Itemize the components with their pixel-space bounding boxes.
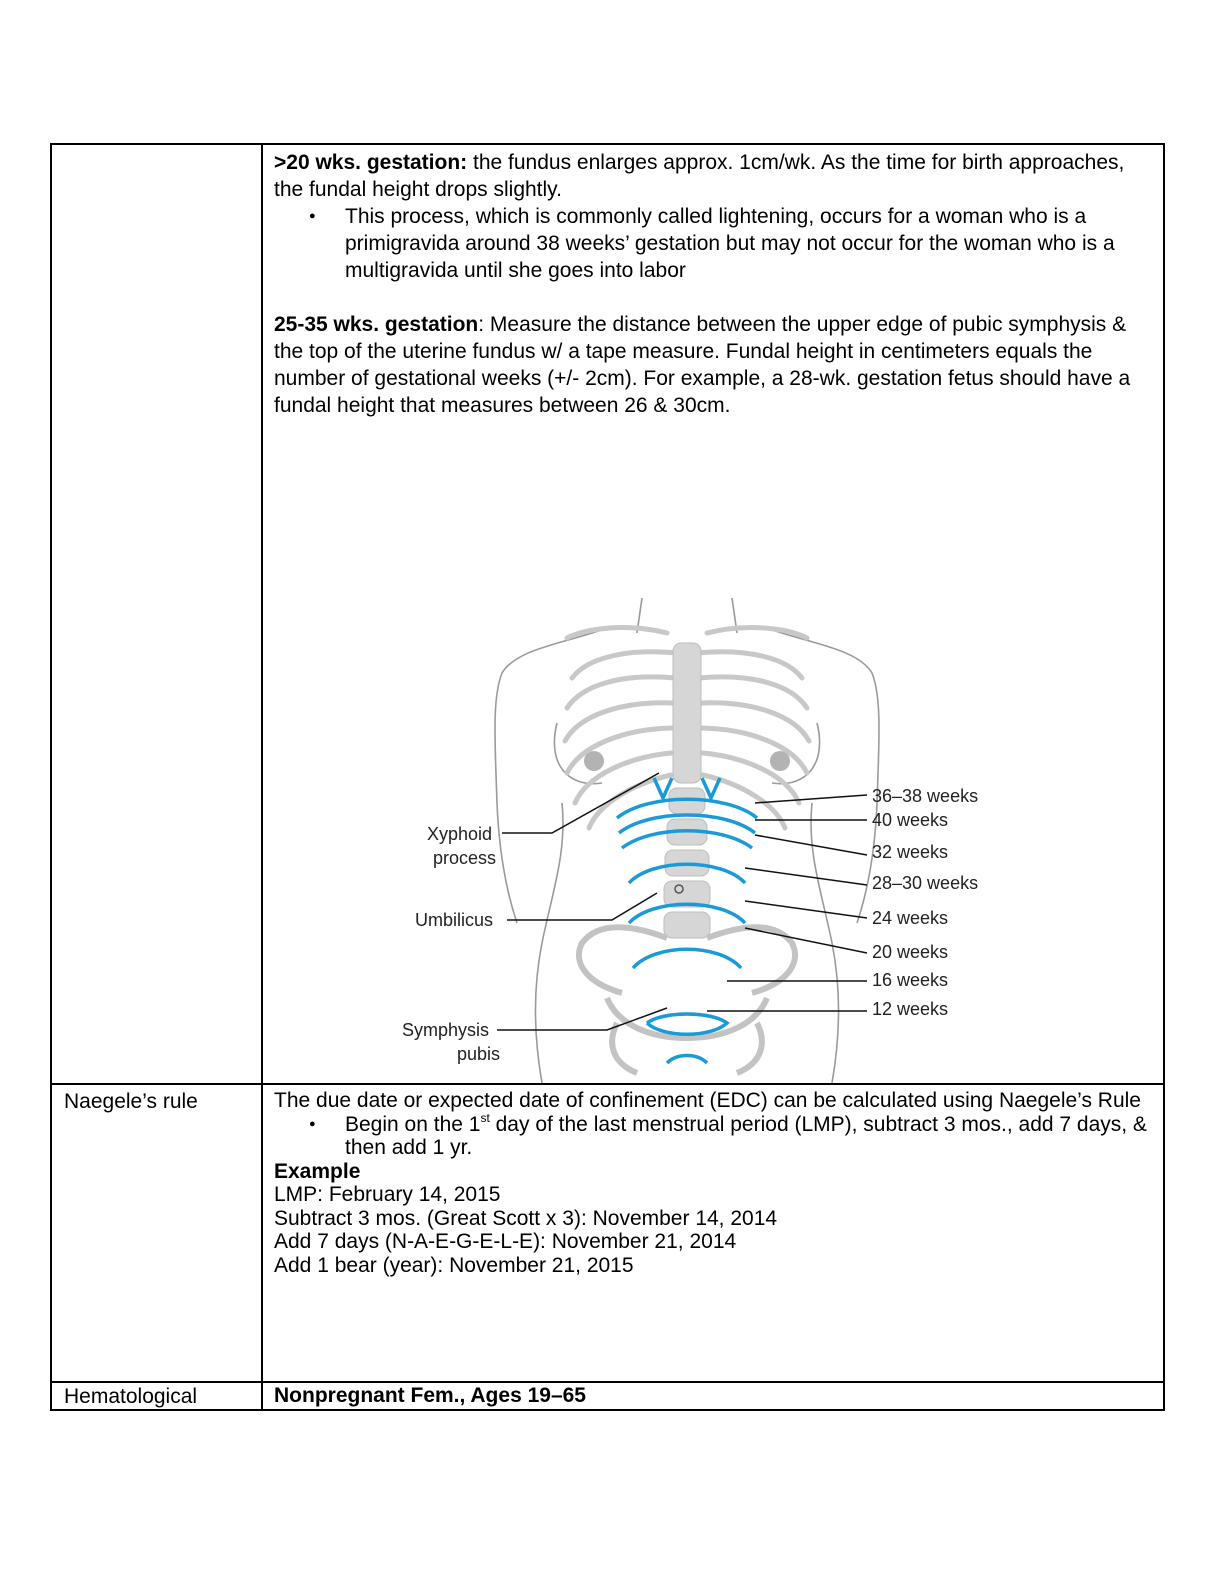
example-title: Example — [274, 1159, 361, 1183]
paragraph-text: : Measure the distance between the upper edge of pubic symphysis & the top of the uterine fundus w/ a tape measure. Fundal height in centimeters equals the number of gestational weeks (+/- 2cm). For example, a 28-wk. gestation fetus should have a fundal height that measures between 26 & 30cm. — [274, 313, 1131, 417]
label-cell-empty — [51, 144, 262, 1084]
label-xyphoid: Xyphoid — [427, 824, 493, 844]
example-line: Add 7 days (N-A-E-G-E-L-E): November 21, 2014 — [274, 1230, 737, 1253]
bullet-item-lmp: ● Begin on the 1st day of the last menstrual period (LMP), subtract 3 mos., add 7 days, & then add 1 yr. — [345, 1113, 1153, 1160]
content-cell-naegele — [262, 1084, 1164, 1382]
label-week: 40 weeks — [872, 810, 949, 830]
label-week: 20 weeks — [872, 942, 949, 962]
label-umbilicus: Umbilicus — [415, 910, 494, 930]
table-row — [51, 1084, 1164, 1382]
paragraph-text: the fundus enlarges approx. 1cm/wk. As the time for birth approaches, the fundal height drops slightly. — [274, 151, 1125, 201]
row-label-hematological: Hematological — [64, 1385, 198, 1408]
naegele-intro: The due date or expected date of confinement (EDC) can be calculated using Naegele’s Rule — [274, 1089, 1141, 1112]
bold-lead: >20 wks. gestation: — [274, 151, 468, 174]
content-cell-hematological — [262, 1382, 1164, 1410]
table-row — [51, 1382, 1164, 1410]
label-process: process — [433, 848, 497, 868]
label-cell — [51, 1382, 262, 1410]
paragraph-20-weeks — [274, 149, 1153, 203]
example-line: Add 1 bear (year): November 21, 2015 — [274, 1253, 634, 1277]
label-symphysis: Symphysis — [402, 1020, 490, 1040]
label-cell — [51, 1084, 262, 1382]
hematological-heading: Nonpregnant Fem., Ages 19–65 — [274, 1384, 586, 1407]
row-label-naegele: Naegele’s rule — [64, 1090, 198, 1113]
label-pubis: pubis — [457, 1044, 501, 1064]
example-line: LMP: February 14, 2015 — [274, 1183, 501, 1206]
label-week: 28–30 weeks — [872, 873, 979, 893]
label-week: 32 weeks — [872, 842, 949, 862]
label-week: 12 weeks — [872, 999, 949, 1019]
fundal-height-figure — [367, 423, 1007, 1083]
paragraph-25-35-weeks — [274, 311, 1153, 419]
bullet-list — [274, 203, 1153, 284]
content-cell-fundal-height — [262, 144, 1164, 1084]
label-week: 36–38 weeks — [872, 786, 979, 806]
bullet-list — [274, 1110, 1153, 1160]
label-week: 16 weeks — [872, 970, 949, 990]
bullet-item-lightening: ● This process, which is commonly called lightening, occurs for a woman who is a primigravida around 38 weeks’ gestation but may not occur for the woman who is a multigravida until she goes into labor — [345, 203, 1153, 284]
notes-table — [50, 143, 1165, 1411]
label-week: 24 weeks — [872, 908, 949, 928]
example-line: Subtract 3 mos. (Great Scott x 3): November 14, 2014 — [274, 1206, 778, 1230]
table-row — [51, 144, 1164, 1084]
bold-lead: 25-35 wks. gestation — [274, 313, 479, 336]
